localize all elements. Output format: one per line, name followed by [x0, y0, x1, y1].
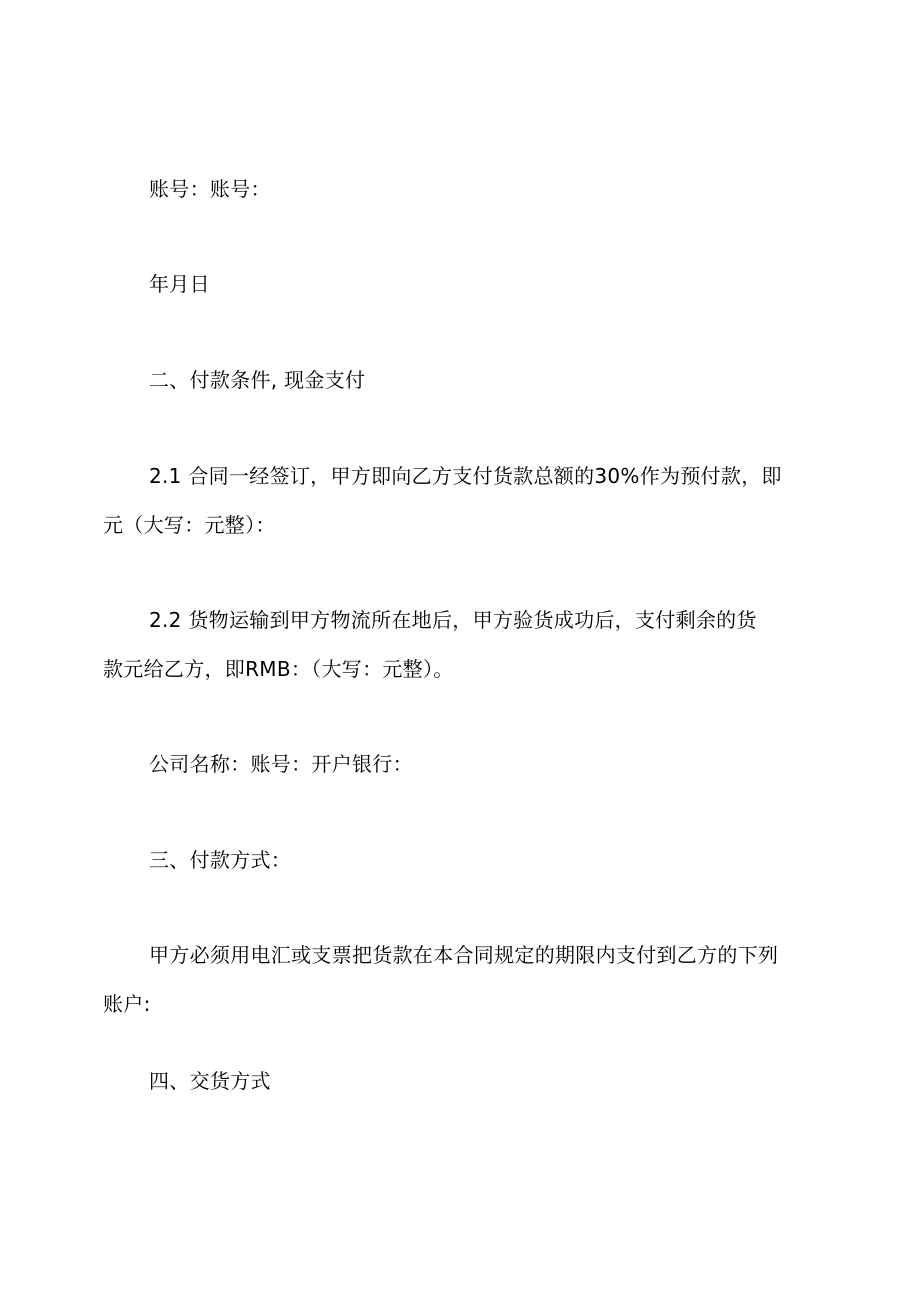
clause-2-1-line-1: 2.1 合同一经签订，甲方即向乙方支付货款总额的30%作为预付款，即 [149, 464, 782, 488]
company-info-line: 公司名称：账号：开户银行： [149, 752, 413, 776]
clause-2-2-line-2: 款元给乙方，即RMB：（大写：元整）。 [103, 657, 454, 681]
account-line: 账号：账号： [149, 177, 271, 201]
clause-2-1-line-2: 元（大写：元整）： [103, 513, 276, 537]
section-three-heading: 三、付款方式： [149, 848, 292, 872]
payment-method-line-1: 甲方必须用电汇或支票把货款在本合同规定的期限内支付到乙方的下列 [149, 943, 779, 967]
section-two-heading: 二、付款条件, 现金支付 [149, 368, 366, 392]
payment-method-line-2: 账户: [103, 992, 151, 1016]
clause-2-2-line-1: 2.2 货物运输到甲方物流所在地后，甲方验货成功后，支付剩余的货 [149, 608, 757, 632]
section-four-heading: 四、交货方式 [149, 1069, 271, 1093]
date-line: 年月日 [149, 272, 210, 296]
